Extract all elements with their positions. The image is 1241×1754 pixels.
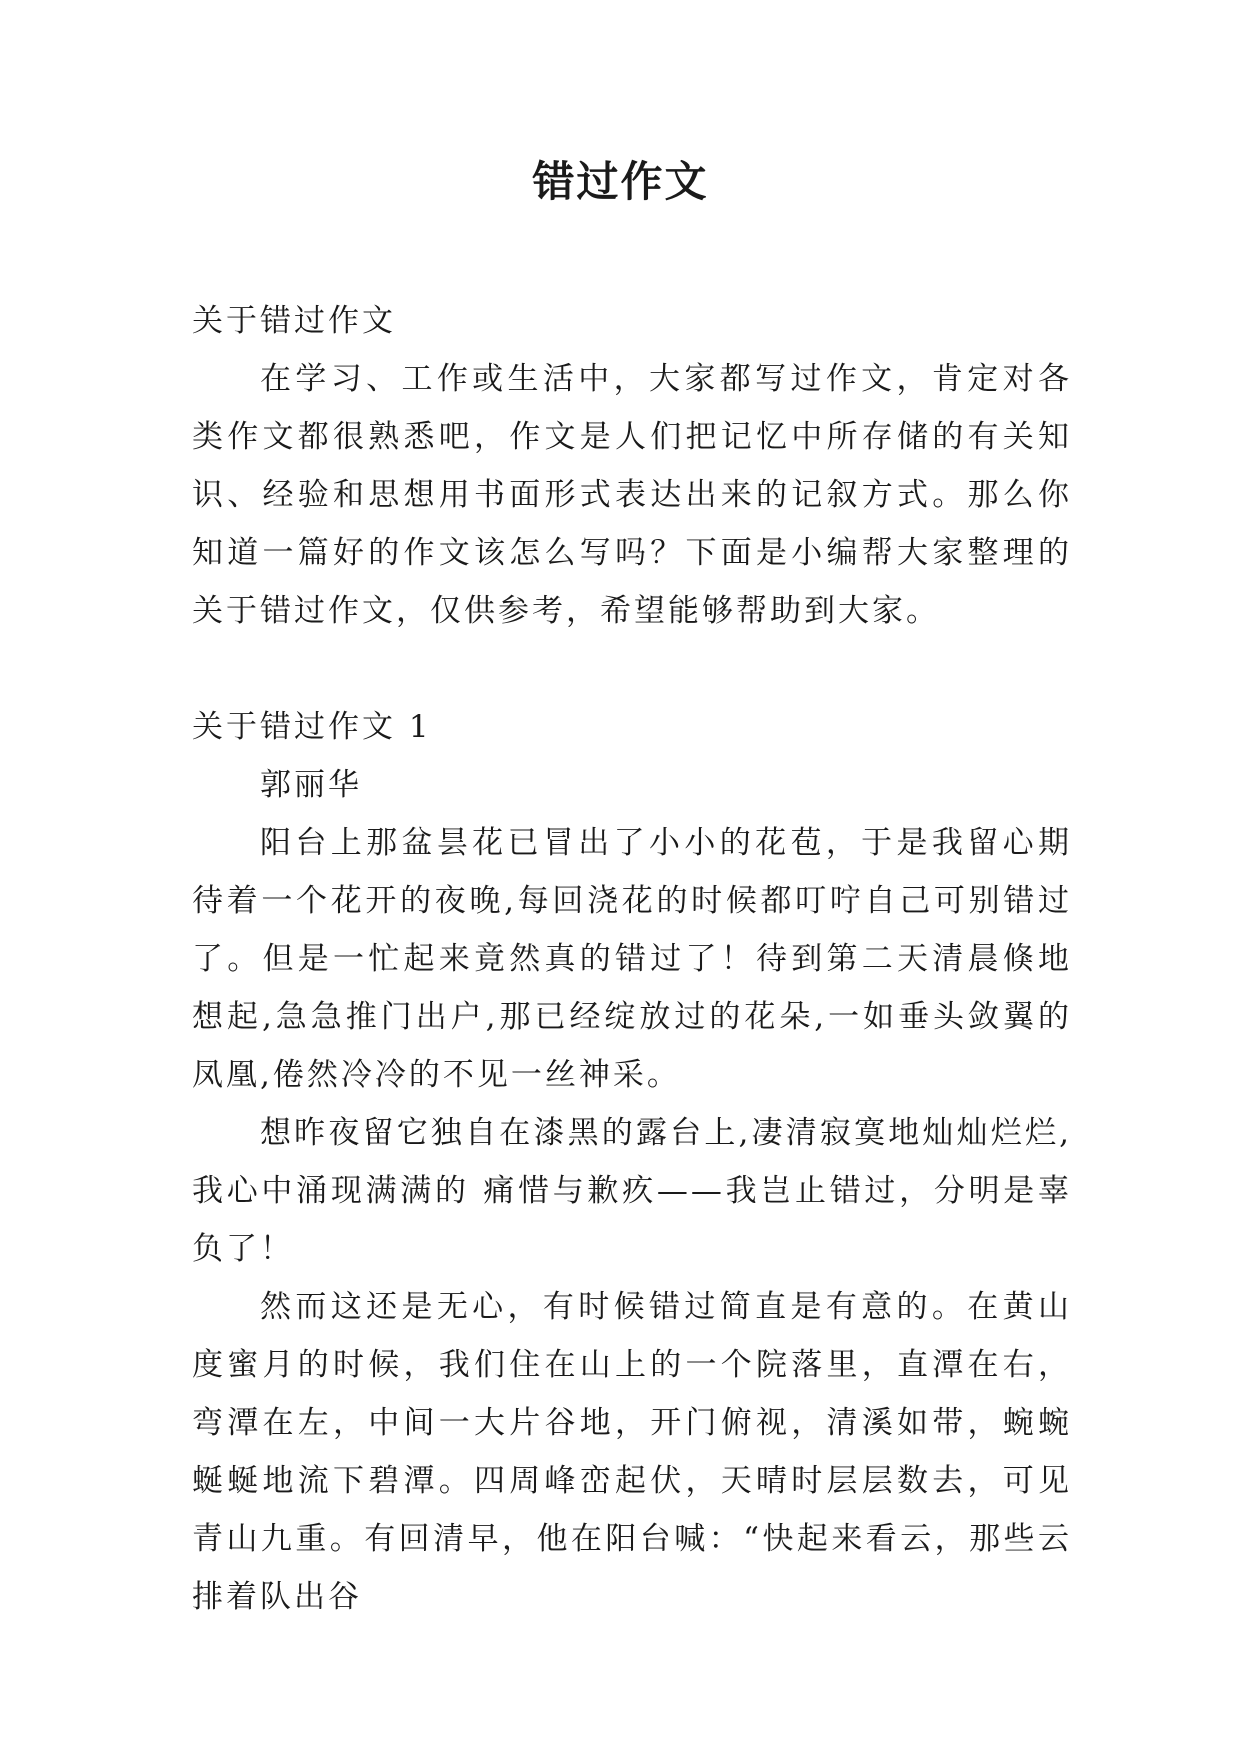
document-body xyxy=(192,292,1072,1626)
essay-paragraph-3: 然而这还是无心，有时候错过简直是有意的。在黄山度蜜月的时候，我们住在山上的一个院落里，直潭在右，弯潭在左，中间一大片谷地，开门俯视，清溪如带，蜿蜿蜒蜒地流下碧潭。四周峰峦起伏，天晴时层层数去，可见青山九重。有回清早，他在阳台喊：“快起来看云，那些云排着队出谷 xyxy=(192,1289,1072,1615)
intro-heading: 关于错过作文 xyxy=(192,303,396,339)
document-title: 错过作文 xyxy=(532,157,709,206)
intro-paragraph: 在学习、工作或生活中，大家都写过作文，肯定对各类作文都很熟悉吧，作文是人们把记忆中所存储的有关知识、经验和思想用书面形式表达出来的记叙方式。那么你知道一篇好的作文该怎么写吗？下面是小编帮大家整理的关于错过作文，仅供参考，希望能够帮助到大家。 xyxy=(192,361,1072,629)
essay-heading: 关于错过作文 1 xyxy=(192,709,432,745)
section-spacer xyxy=(192,640,1072,698)
essay-paragraph-2: 想昨夜留它独自在漆黑的露台上,凄清寂寞地灿灿烂烂,我心中涌现满满的 痛惜与歉疚——我岂止错过，分明是辜负了！ xyxy=(192,1115,1072,1267)
essay-paragraph-1: 阳台上那盆昙花已冒出了小小的花苞，于是我留心期待着一个花开的夜晚,每回浇花的时候都叮咛自己可别错过了。但是一忙起来竟然真的错过了！待到第二天清晨倏地想起,急急推门出户,那已经绽放过的花朵,一如垂头敛翼的凤凰,倦然冷冷的不见一丝神采。 xyxy=(192,825,1072,1093)
essay-author: 郭丽华 xyxy=(260,767,362,803)
